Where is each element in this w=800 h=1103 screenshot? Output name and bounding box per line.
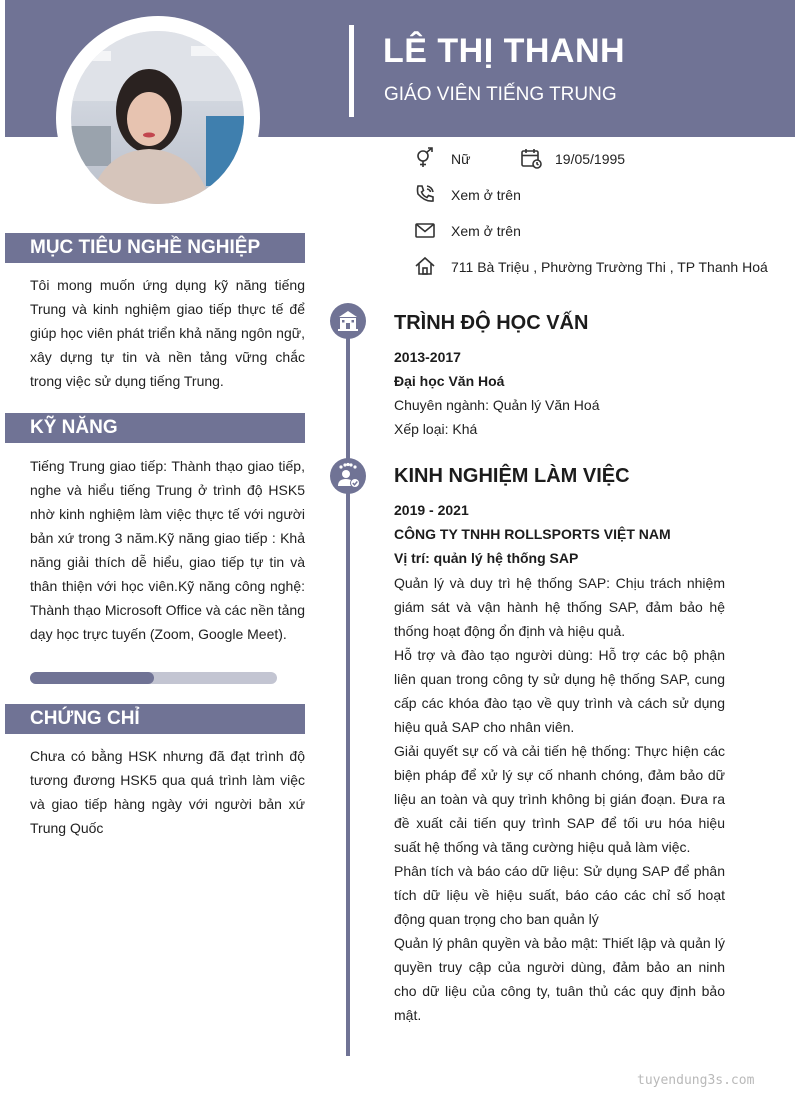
watermark: tuyendung3s.com [637,1073,755,1088]
objective-text: Tôi mong muốn ứng dụng kỹ năng tiếng Trung và kinh nghiệm giao tiếp thực tế để giúp học viên phát triển khả năng ngôn ngữ, xây dựng tự tin và nền tảng vững chắc trong việc sử dụng tiếng Trung. [30,277,305,389]
skills-text: Tiếng Trung giao tiếp: Thành thạo giao tiếp, nghe và hiểu tiếng Trung ở trình độ HSK5 nhờ kinh nghiệm làm việc thực tế với người bản xứ trong 3 năm.Kỹ năng giao tiếp : Khả năng giải thích dễ hiểu, giao tiếp tự tin và thân thiện với học viên.Kỹ năng công nghệ: Thành thạo Microsoft Office và các nền tảng dạy học trực tuyến (Zoom, Google Meet). [30,458,305,642]
objective-heading-text: MỤC TIÊU NGHỀ NGHIỆP [30,237,261,258]
timeline-line [346,320,350,1056]
email-value: Xem ở trên [451,223,521,239]
birthdate-value: 19/05/1995 [555,151,626,167]
home-icon [414,255,436,277]
gender-icon [414,147,436,169]
phone-value: Xem ở trên [451,187,521,203]
education-grade: Xếp loại: Khá [394,421,478,437]
objective-heading [5,233,305,263]
experience-period: 2019 - 2021 [394,502,469,518]
skills-heading-text: KỸ NĂNG [30,417,118,438]
calendar-icon [520,147,542,169]
candidate-name: LÊ THỊ THANH [383,32,626,70]
education-heading: TRÌNH ĐỘ HỌC VẤN [394,312,589,334]
education-school: Đại học Văn Hoá [394,373,505,389]
name-divider [349,25,354,117]
duty-item: Giải quyết sự cố và cải tiến hệ thống: Thực hiện các biện pháp để xử lý sự cố nhanh chóng, đảm bảo dữ liệu an toàn và quy trình không bị gián đoạn. Đưa ra đề xuất cải tiến quy trình SAP để tối ưu hóa hiệu suất hệ thống và tăng cường hiệu quả làm việc. [394,743,725,855]
gender-value: Nữ [451,151,471,167]
certificates-heading [5,704,305,734]
experience-position: Vị trí: quản lý hệ thống SAP [394,550,579,566]
address-value: 711 Bà Triệu , Phường Trường Thi , TP Thanh Hoá [451,259,768,275]
education-period: 2013-2017 [394,349,461,365]
experience-heading: KINH NGHIỆM LÀM VIỆC [394,465,630,487]
experience-company: CÔNG TY TNHH ROLLSPORTS VIỆT NAM [394,526,671,542]
skill-level-bar [30,672,277,684]
duty-item: Quản lý và duy trì hệ thống SAP: Chịu trách nhiệm giám sát và vận hành hệ thống SAP, đảm bảo hệ thống hoạt động ổn định và hiệu quả. [394,575,725,639]
avatar [71,31,244,204]
experience-duties [394,571,725,1027]
phone-icon [414,183,436,205]
experience-icon [330,458,366,494]
education-major: Chuyên ngành: Quản lý Văn Hoá [394,397,600,413]
mail-icon [414,219,436,241]
duty-item: Hỗ trợ và đào tạo người dùng: Hỗ trợ các bộ phận liên quan trong công ty sử dụng hệ thống SAP, cung cấp các khóa đào tạo về quy trình và cách sử dụng hiệu quả SAP cho nhân viên. [394,647,725,735]
job-title: GIÁO VIÊN TIẾNG TRUNG [384,84,617,105]
skill-level-fill [30,672,154,684]
school-icon [330,303,366,339]
skills-heading [5,413,305,443]
certificates-heading-text: CHỨNG CHỈ [30,708,140,729]
duty-item: Phân tích và báo cáo dữ liệu: Sử dụng SAP để phân tích dữ liệu về hiệu suất, báo cáo các chỉ số hoạt động quan trọng cho ban quản lý [394,863,725,927]
duty-item: Quản lý phân quyền và bảo mật: Thiết lập và quản lý quyền truy cập của người dùng, đảm bảo an ninh cho dữ liệu của công ty, tuân thủ các quy định bảo mật. [394,935,725,1023]
certificates-text: Chưa có bằng HSK nhưng đã đạt trình độ tương đương HSK5 qua quá trình làm việc và giao tiếp hàng ngày với người bản xứ Trung Quốc [30,748,305,836]
